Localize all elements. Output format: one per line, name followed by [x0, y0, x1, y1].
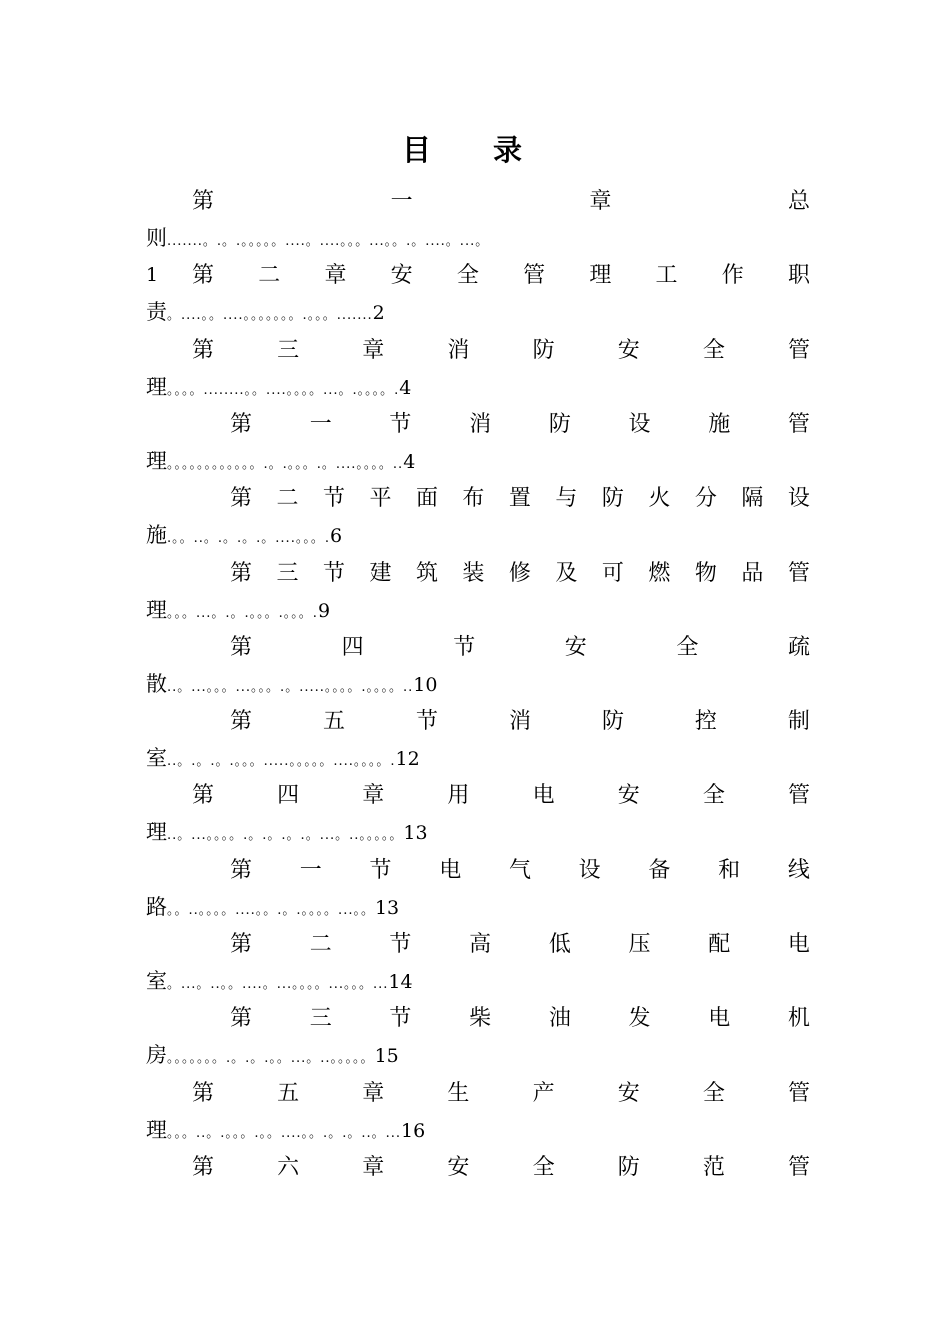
- toc-heading-char: 防: [601, 709, 624, 735]
- toc-entry[interactable]: [146, 629, 810, 703]
- toc-heading-char: 品: [741, 560, 764, 586]
- toc-entry-leader-line: [146, 1037, 810, 1074]
- toc-heading-char: 总: [787, 189, 810, 214]
- toc-heading-char: 节: [369, 857, 392, 883]
- toc-heading-char: 油: [548, 1006, 571, 1032]
- toc-heading-char: 气: [508, 857, 531, 883]
- toc-entry-heading: [146, 406, 810, 443]
- toc-entry-heading: [146, 555, 810, 592]
- toc-heading-char: 节: [322, 486, 345, 512]
- toc-heading-char: 装: [462, 560, 485, 586]
- toc-entry-leader-line: [146, 443, 810, 480]
- toc-heading-char: 筑: [415, 560, 438, 586]
- toc-heading-char: 防: [548, 411, 571, 437]
- toc-heading-char: 管: [787, 337, 810, 363]
- toc-entry[interactable]: [146, 406, 810, 480]
- toc-heading-char: 第: [230, 1006, 253, 1032]
- toc-entry-heading: [146, 480, 810, 517]
- toc-heading-char: 第: [192, 783, 215, 809]
- toc-heading-char: 一: [309, 411, 332, 437]
- toc-heading-char: 线: [787, 857, 810, 883]
- toc-entry-heading: [146, 1075, 810, 1112]
- toc-entry-leader-line: [146, 963, 810, 1000]
- toc-heading-char: 消: [508, 709, 531, 735]
- toc-heading-char: 防: [617, 1154, 640, 1180]
- toc-heading-char: 设: [787, 486, 810, 512]
- toc-leader-dots: .......。.。.。。。。。....。....。。。...。。.。....。...。: [167, 234, 490, 249]
- toc-heading-char: 置: [508, 486, 531, 512]
- toc-heading-char: 电: [439, 857, 462, 883]
- toc-heading-char: 布: [462, 486, 485, 512]
- toc-heading-char: 制: [787, 709, 810, 735]
- toc-entry-heading: [146, 703, 810, 740]
- toc-entry-heading: [146, 183, 810, 220]
- toc-page-number: 4: [399, 376, 412, 399]
- toc-heading-char: 全: [676, 634, 699, 660]
- toc-heading-char: 安: [617, 1080, 640, 1106]
- toc-heading-tail: 理: [146, 1117, 167, 1142]
- toc-heading-char: 第: [230, 857, 253, 883]
- document-title: 目 录: [401, 133, 549, 167]
- toc-heading-char: 低: [548, 932, 571, 957]
- toc-heading-char: 第: [192, 189, 215, 214]
- toc-entry-heading-chars: [230, 406, 810, 443]
- toc-page-number: 10: [413, 673, 438, 696]
- toc-entry[interactable]: [146, 480, 810, 554]
- toc-heading-char: 建: [369, 560, 392, 586]
- toc-heading-char: 六: [277, 1154, 300, 1180]
- toc-heading-char: 理: [589, 263, 612, 289]
- toc-heading-char: 与: [555, 486, 578, 512]
- toc-entry[interactable]: [146, 852, 810, 926]
- toc-heading-char: 节: [389, 411, 412, 437]
- toc-leader-dots: 。。。。。。。。。。。。.。.。。。.。....。。。。..: [167, 456, 404, 472]
- toc-entry-leader-line: [146, 1112, 810, 1149]
- toc-heading-char: 发: [628, 1006, 651, 1032]
- toc-heading-char: 一: [390, 189, 413, 214]
- toc-heading-char: 分: [694, 486, 717, 512]
- toc-heading-char: 防: [601, 486, 624, 512]
- toc-heading-char: 和: [718, 857, 741, 883]
- toc-heading-tail: 理: [146, 448, 167, 473]
- toc-entry[interactable]: [146, 1149, 810, 1186]
- toc-heading-char: 压: [628, 932, 651, 957]
- toc-heading-char: 设: [628, 411, 651, 437]
- toc-heading-char: 节: [322, 560, 345, 586]
- toc-heading-char: 控: [694, 709, 717, 735]
- toc-heading-char: 全: [532, 1154, 555, 1180]
- toc-heading-char: 产: [532, 1080, 555, 1106]
- toc-heading-char: 用: [447, 783, 470, 809]
- toc-heading-tail: 房: [146, 1043, 167, 1068]
- toc-page-number: 13: [403, 822, 428, 845]
- toc-entry[interactable]: [146, 1075, 810, 1149]
- toc-leader-dots: ..。.。.。.。。。.....。。。。。....。。。。.: [167, 754, 396, 770]
- toc-heading-char: 三: [309, 1006, 332, 1032]
- toc-heading-tail: 室: [146, 746, 167, 771]
- toc-heading-char: 管: [787, 560, 810, 586]
- toc-heading-char: 生: [447, 1080, 470, 1106]
- toc-entry-heading: [146, 629, 810, 666]
- toc-heading-tail: 施: [146, 523, 167, 548]
- toc-heading-tail: 理: [146, 820, 167, 845]
- toc-heading-char: 节: [389, 1006, 412, 1032]
- toc-heading-char: 管: [787, 783, 810, 809]
- toc-leader-dots: 。。。。........。。....。。。。...。.。。。。.: [167, 382, 400, 398]
- toc-heading-char: 章: [324, 263, 347, 289]
- toc-heading-tail: 室: [146, 969, 167, 993]
- toc-entry-heading-chars: [230, 703, 810, 740]
- toc-heading-char: 第: [230, 634, 253, 660]
- toc-heading-char: 章: [362, 1154, 385, 1180]
- toc-heading-char: 节: [415, 709, 438, 735]
- toc-entry[interactable]: [146, 1000, 810, 1074]
- toc-entry-heading: [146, 332, 810, 369]
- toc-heading-char: 职: [787, 263, 810, 289]
- toc-heading-char: 电: [708, 1006, 731, 1032]
- toc-heading-char: 第: [192, 337, 215, 363]
- toc-entry[interactable]: [146, 703, 810, 777]
- toc-heading-char: 安: [564, 634, 587, 660]
- toc-entry-leader-line: [146, 814, 810, 851]
- toc-entry-leader-line: [146, 592, 810, 629]
- toc-entry[interactable]: [146, 555, 810, 629]
- toc-entry-leader-line: [146, 294, 810, 331]
- toc-heading-char: 及: [555, 560, 578, 586]
- toc-heading-tail: 理: [146, 374, 167, 399]
- toc-heading-char: 二: [276, 486, 299, 512]
- toc-heading-char: 五: [277, 1080, 300, 1106]
- toc-heading-char: 二: [309, 932, 332, 957]
- toc-entry-heading-chars: [192, 183, 810, 220]
- toc-entry-leader-line: [146, 517, 810, 554]
- toc-heading-tail: 路: [146, 894, 167, 919]
- toc-page-number: 16: [401, 1119, 426, 1142]
- toc-heading-tail: 散: [146, 671, 167, 696]
- toc-entry[interactable]: [146, 257, 810, 331]
- toc-heading-char: 章: [589, 189, 612, 214]
- toc-heading-char: 机: [787, 1006, 810, 1032]
- toc-entry[interactable]: [146, 926, 810, 1000]
- toc-entry-leader-line: [146, 740, 810, 777]
- toc-heading-char: 备: [648, 857, 671, 883]
- toc-heading-char: 安: [617, 783, 640, 809]
- toc-page-number: 9: [317, 599, 331, 622]
- toc-leader-dots: .。。..。.。.。.。....。。。.: [167, 531, 330, 547]
- toc-entry[interactable]: [146, 332, 810, 406]
- toc-heading-char: 第: [230, 486, 253, 512]
- toc-heading-char: 第: [230, 932, 253, 957]
- toc-page-number: 2: [372, 302, 385, 325]
- toc-heading-char: 一: [299, 857, 322, 883]
- toc-entry-heading-chars: [192, 257, 810, 294]
- toc-leader-dots: 。。。...。.。.。。。.。。。.: [167, 605, 318, 621]
- toc-entry-heading-chars: [230, 555, 810, 592]
- toc-heading-char: 第: [192, 263, 215, 289]
- toc-heading-char: 范: [702, 1154, 725, 1180]
- toc-page-number: 12: [395, 748, 420, 771]
- toc-entry-heading: [146, 1149, 810, 1186]
- toc-heading-char: 施: [708, 411, 731, 437]
- toc-entry-heading-chars: [192, 1149, 810, 1186]
- toc-leader-dots: ..。...。。。。.。.。.。.。...。..。。。。。: [167, 828, 404, 844]
- toc-entry-leader-line: [146, 889, 810, 926]
- toc-entry-heading-chars: [230, 852, 810, 889]
- toc-heading-char: 第: [192, 1154, 215, 1180]
- toc-page-number: 15: [374, 1045, 399, 1068]
- toc-leader-dots: 。。。..。.。。。.。。....。。.。.。..。...: [167, 1125, 401, 1141]
- toc-heading-char: 防: [532, 337, 555, 363]
- toc-leader-dots: ..。...。。。...。。。.。.....。。。。.。。。。..: [167, 679, 414, 695]
- toc-heading-char: 二: [258, 263, 281, 289]
- toc-page-number: 1: [146, 264, 159, 286]
- toc-entry-leader-line: [146, 220, 810, 257]
- toc-heading-char: 四: [341, 634, 364, 660]
- toc-heading-char: 全: [702, 337, 725, 363]
- toc-heading-char: 管: [787, 1154, 810, 1180]
- toc-heading-char: 全: [456, 263, 479, 289]
- toc-heading-char: 安: [447, 1154, 470, 1180]
- toc-heading-char: 节: [453, 634, 476, 660]
- toc-heading-char: 安: [390, 263, 413, 289]
- toc-heading-char: 管: [787, 1080, 810, 1106]
- toc-entry-leader-line: [146, 666, 810, 703]
- toc-heading-char: 柴: [469, 1006, 492, 1032]
- toc-entry-heading: [146, 777, 810, 814]
- toc-heading-char: 第: [192, 1080, 215, 1106]
- toc-heading-char: 消: [447, 337, 470, 363]
- toc-heading-char: 第: [230, 709, 253, 735]
- toc-page-number: 6: [329, 525, 343, 548]
- toc-leader-dots: 。。。。。。。.。.。.。。...。..。。。。。: [167, 1051, 375, 1067]
- toc-leader-dots: 。....。。....。。。。。。。.。。。.......: [167, 308, 373, 324]
- toc-heading-char: 火: [648, 486, 671, 512]
- toc-heading-char: 面: [415, 486, 438, 512]
- toc-entry-heading: [146, 852, 810, 889]
- toc-heading-char: 章: [362, 783, 385, 809]
- toc-heading-char: 章: [362, 1080, 385, 1106]
- toc-heading-char: 管: [787, 411, 810, 437]
- toc-heading-char: 工: [655, 263, 678, 289]
- toc-entry-heading: [146, 926, 810, 963]
- toc-heading-char: 疏: [787, 634, 810, 660]
- toc-entry-heading: [146, 257, 810, 294]
- toc-heading-tail: 则: [146, 226, 167, 250]
- toc-heading-char: 配: [708, 932, 731, 957]
- toc-entry-heading-chars: [230, 629, 810, 666]
- toc-entry-heading-chars: [192, 1075, 810, 1112]
- toc-heading-tail: 责: [146, 300, 167, 325]
- toc-heading-char: 全: [702, 783, 725, 809]
- toc-page-number: 4: [403, 450, 416, 473]
- toc-entry-heading-chars: [192, 777, 810, 814]
- toc-heading-char: 隔: [741, 486, 764, 512]
- toc-entry[interactable]: [146, 777, 810, 851]
- toc-heading-char: 三: [276, 560, 299, 586]
- toc-entry-heading-chars: [230, 926, 810, 963]
- toc-leader-dots: 。。..。。。。....。。.。.。。。。...。。: [167, 902, 375, 918]
- toc-heading-char: 第: [230, 560, 253, 586]
- toc-page-number: 13: [374, 896, 400, 919]
- toc-heading-char: 消: [469, 411, 492, 437]
- toc-heading-char: 电: [532, 783, 555, 809]
- toc-heading-char: 作: [721, 263, 744, 289]
- toc-heading-char: 三: [277, 337, 300, 363]
- toc-heading-char: 物: [694, 560, 717, 586]
- toc-heading-char: 燃: [648, 560, 671, 586]
- toc-heading-char: 管: [523, 263, 546, 289]
- toc-heading-char: 高: [469, 932, 492, 957]
- toc-heading-tail: 理: [146, 597, 167, 622]
- toc-heading-char: 五: [322, 709, 345, 735]
- toc-page-number: 14: [388, 971, 413, 993]
- toc-entry-heading-chars: [230, 480, 810, 517]
- toc-heading-char: 设: [578, 857, 601, 883]
- toc-heading-char: 节: [389, 932, 412, 957]
- toc-leader-dots: 。...。..。。....。...。。。。...。。。...: [167, 977, 389, 992]
- toc-heading-char: 电: [787, 932, 810, 957]
- toc-entry-heading-chars: [192, 332, 810, 369]
- toc-heading-char: 可: [601, 560, 624, 586]
- toc-entry-heading-chars: [230, 1000, 810, 1037]
- toc-heading-char: 修: [508, 560, 531, 586]
- toc-heading-char: 全: [702, 1080, 725, 1106]
- toc-entry-leader-line: [146, 369, 810, 406]
- toc-heading-char: 安: [617, 337, 640, 363]
- toc-heading-char: 章: [362, 337, 385, 363]
- toc-heading-char: 第: [230, 411, 253, 437]
- toc-entry-heading: [146, 1000, 810, 1037]
- toc-heading-char: 四: [277, 783, 300, 809]
- toc-heading-char: 平: [369, 486, 392, 512]
